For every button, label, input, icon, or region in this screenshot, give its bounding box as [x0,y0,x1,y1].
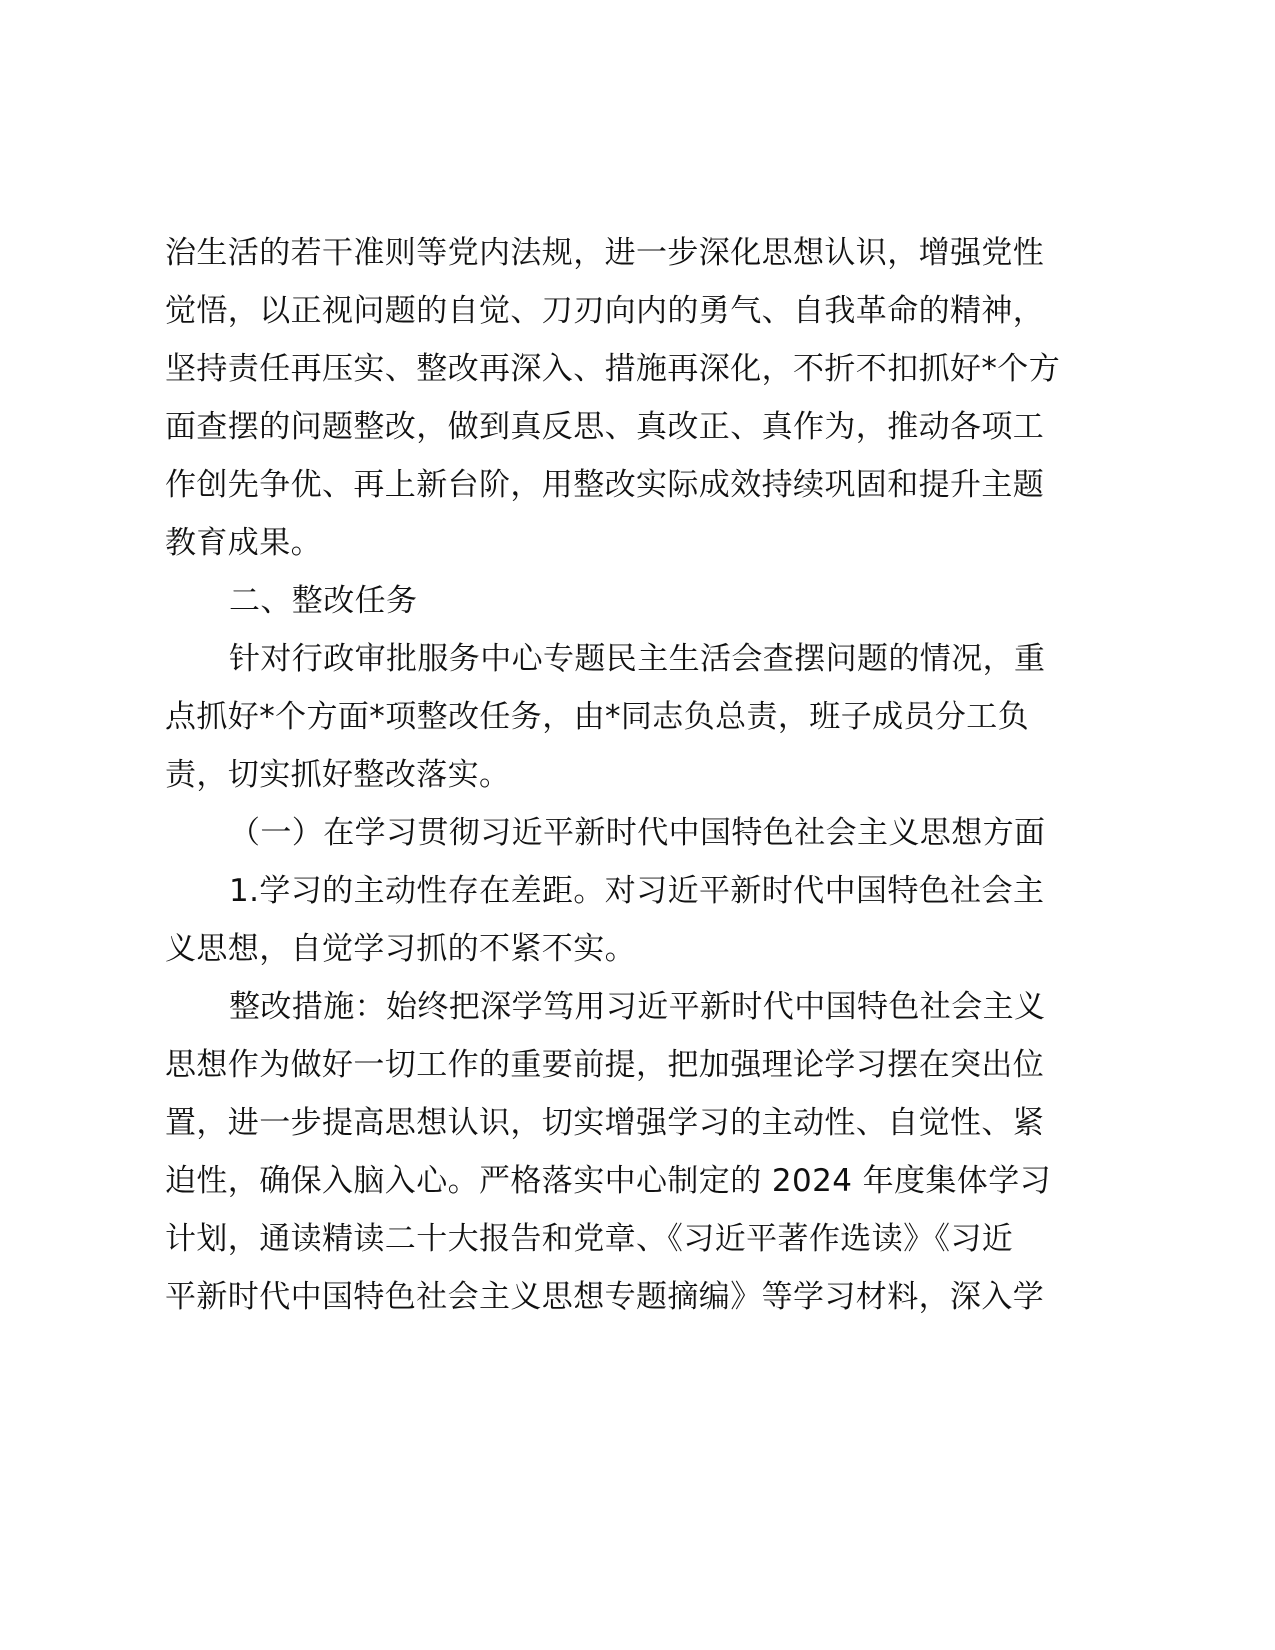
text-line: 作创先争优、再上新台阶，用整改实际成效持续巩固和提升主题 [165,467,1045,503]
text-line: 觉悟，以正视问题的自觉、刀刃向内的勇气、自我革命的精神， [165,293,1045,329]
text-line: 责，切实抓好整改落实。 [165,757,511,793]
text-line: 治生活的若干准则等党内法规，进一步深化思想认识，增强党性 [165,235,1045,271]
text-line: 整改措施：始终把深学笃用习近平新时代中国特色社会主义 [229,989,1046,1025]
section-heading: 二、整改任务 [229,583,418,619]
text-line: 面查摆的问题整改，做到真反思、真改正、真作为，推动各项工 [165,409,1045,445]
text-line: 迫性，确保入脑入心。严格落实中心制定的 2024 年度集体学习 [165,1163,1051,1199]
text-line: 思想作为做好一切工作的重要前提，把加强理论学习摆在突出位 [165,1047,1045,1083]
text-line: 针对行政审批服务中心专题民主生活会查摆问题的情况，重 [229,641,1046,677]
text-line: 计划，通读精读二十大报告和党章、《习近平著作选读》《习近 [165,1221,1014,1257]
text-line: 点抓好*个方面*项整改任务，由*同志负总责，班子成员分工负 [165,699,1030,735]
body-text [165,224,1110,1326]
text-line: 1.学习的主动性存在差距。对习近平新时代中国特色社会主 [229,873,1045,909]
text-line: 平新时代中国特色社会主义思想专题摘编》等学习材料，深入学 [165,1279,1045,1315]
text-line: 教育成果。 [165,525,322,561]
text-line: 置，进一步提高思想认识，切实增强学习的主动性、自觉性、紧 [165,1105,1045,1141]
text-line: 坚持责任再压实、整改再深入、措施再深化，不折不扣抓好*个方 [165,351,1061,387]
text-line: 义思想，自觉学习抓的不紧不实。 [165,931,636,967]
subsection-heading: （一）在学习贯彻习近平新时代中国特色社会主义思想方面 [229,815,1046,851]
